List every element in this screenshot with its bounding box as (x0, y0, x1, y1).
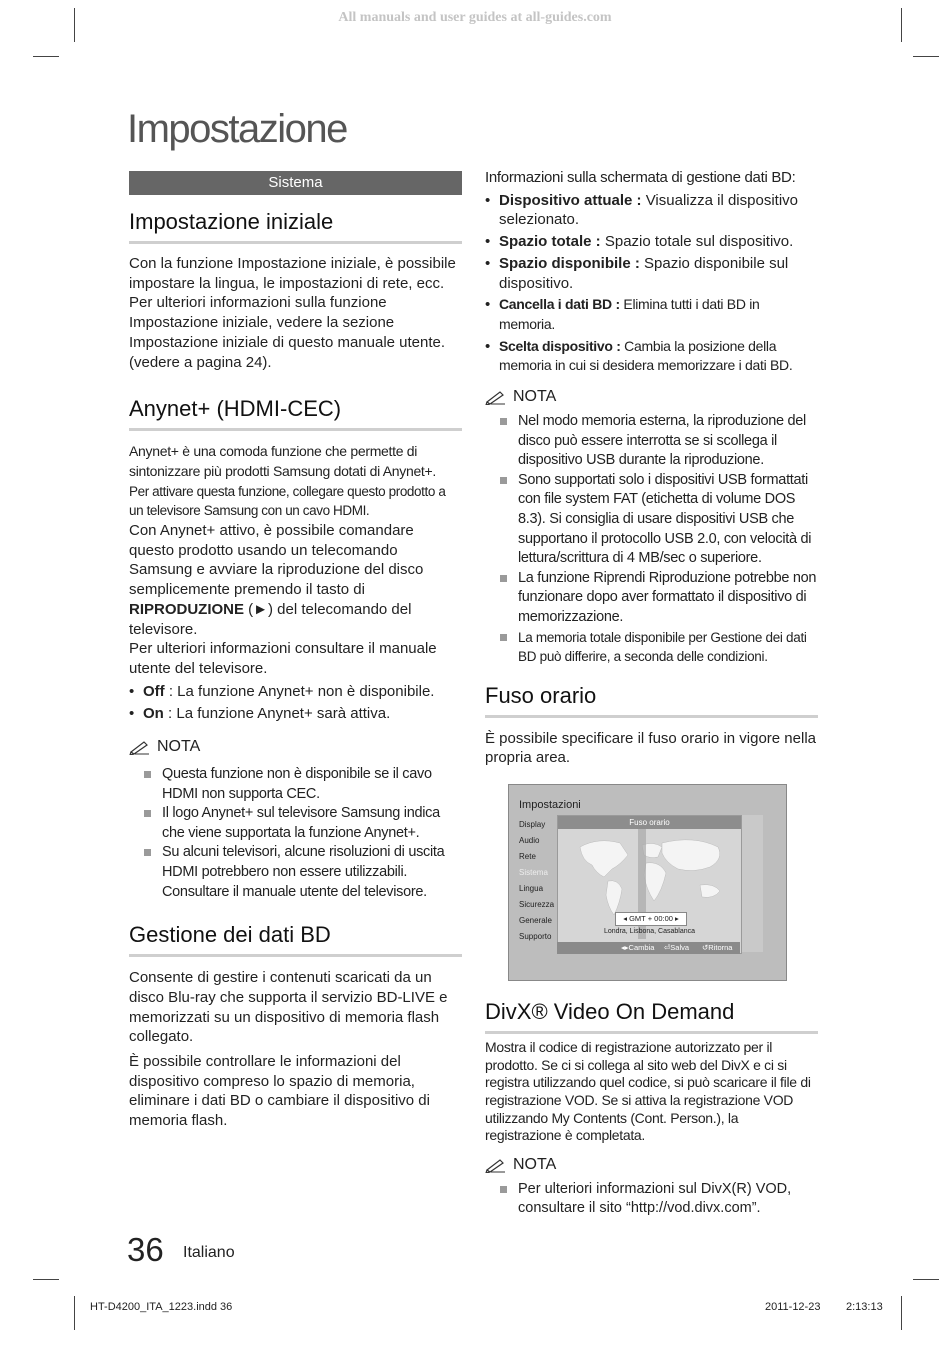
square-bullet-icon (144, 810, 151, 817)
bullet-text: Cambia la posizione della memoria in cui si desidera memorizzare i dati BD. (499, 337, 793, 374)
list-item (485, 232, 818, 252)
anynet-paragraph-1a: Anynet+ è una comoda funzione che permette di sintonizzare più prodotti Samsung dotati di Anynet+. (129, 443, 436, 479)
bullet-text: Visualizza il dispositivo selezionato. (499, 191, 798, 229)
crop-mark (901, 8, 902, 42)
menu-item-display: Display (519, 820, 546, 830)
crop-mark (913, 1279, 939, 1280)
pencil-icon (129, 739, 151, 755)
settings-screenshot (508, 784, 787, 981)
menu-item-lingua: Lingua (519, 884, 544, 894)
note-text: Su alcuni televisori, alcune risoluzioni di uscita HDMI potrebbero non essere utilizzabili. Consultare il manuale utente del televisore. (162, 844, 445, 900)
gmt-value: GMT + 00:00 (629, 914, 673, 924)
divx-notes (485, 1180, 818, 1219)
square-bullet-icon (500, 1186, 507, 1193)
section-title-divx: DivX® Video On Demand (485, 999, 818, 1034)
square-bullet-icon (144, 771, 151, 778)
square-bullet-icon (500, 575, 507, 582)
note-text: Per ulteriori informazioni sul DivX(R) VOD, consultare il sito “http://vod.divx.com”. (518, 1180, 792, 1217)
cambia-label: Cambia (628, 943, 655, 953)
list-item (129, 704, 462, 724)
menu-item-sistema: Sistema (519, 868, 548, 878)
gestione-paragraph-1: Consente di gestire i contenuti scaricati da un disco Blu-ray che supporta il servizio BD-LIVE e memorizzati su un dispositivo di memoria flash collegato. (129, 969, 448, 1046)
crop-mark (33, 56, 59, 57)
note-item (485, 628, 818, 667)
anynet-notes (129, 765, 462, 902)
bullet-text: Spazio disponibile sul dispositivo. (499, 254, 789, 292)
fuso-orario-text: È possibile specificare il fuso orario in vigore nella propria area. (485, 729, 816, 767)
anynet-paragraph-1b: Per attivare questa funzione, collegare questo prodotto a un televisore Samsung con un cavo HDMI. (129, 483, 446, 519)
crop-mark (901, 1296, 902, 1330)
page-number: 36 (127, 1231, 164, 1268)
square-bullet-icon (500, 477, 507, 484)
section-title-fuso-orario: Fuso orario (485, 683, 818, 718)
option-text: : La funzione Anynet+ non è disponibile. (164, 682, 435, 700)
bullet-term: Spazio totale : (499, 233, 601, 251)
pencil-icon (485, 389, 507, 405)
city-label: Londra, Lisbona, Casablanca (603, 928, 696, 936)
left-column (129, 171, 462, 1131)
nota-heading (129, 738, 462, 756)
list-item (129, 682, 462, 702)
ritorna-label: Ritorna (708, 943, 733, 953)
list-item (485, 337, 818, 376)
section-title-impostazione-iniziale: Impostazione iniziale (129, 209, 462, 244)
list-item (485, 295, 818, 334)
screenshot-title: Impostazioni (519, 799, 581, 812)
slug-date: 2011-12-23 (765, 1301, 821, 1313)
square-bullet-icon (144, 849, 151, 856)
menu-item-supporto: Supporto (519, 932, 552, 942)
watermark: All manuals and user guides at all-guides.com (338, 10, 612, 25)
anynet-paragraph-3: Per ulteriori informazioni consultare il manuale utente del televisore. (129, 640, 437, 677)
slug-time: 2:13:13 (846, 1301, 883, 1313)
note-text: Nel modo memoria esterna, la riproduzione del disco può essere interrotta se si scollega il dispositivo USB durante la riproduzione. (518, 413, 806, 469)
screenshot-menu (519, 820, 554, 948)
note-item (485, 1180, 818, 1219)
panel-title: Fuso orario (558, 816, 741, 829)
menu-item-rete: Rete (519, 852, 536, 862)
info-heading: Informazioni sulla schermata di gestione dati BD: (485, 169, 796, 186)
nota-heading (485, 388, 818, 406)
bullet-term: Scelta dispositivo : (499, 337, 621, 354)
anynet-paragraph-2 (129, 521, 462, 639)
page-title: Impostazione (127, 107, 347, 151)
bd-notes (485, 412, 818, 667)
bullet-text: Spazio totale sul dispositivo. (600, 233, 794, 251)
gmt-selector: ◂ GMT + 00:00 ▸ (615, 912, 687, 926)
note-item (485, 569, 818, 628)
riproduzione-label: RIPRODUZIONE (129, 600, 245, 618)
screenshot-side-bar (741, 815, 763, 952)
note-item (485, 471, 818, 569)
note-text: Il logo Anynet+ sul televisore Samsung indica che viene supportata la funzione Anynet+. (162, 805, 440, 841)
salva-label: Salva (670, 943, 690, 953)
note-item (129, 765, 462, 804)
menu-item-generale: Generale (519, 916, 552, 926)
salva-hint: ⏎ Salva (664, 943, 690, 953)
note-text: Questa funzione non è disponibile se il cavo HDMI non supporta CEC. (162, 766, 432, 802)
nota-label: NOTA (157, 738, 201, 756)
section-title-anynet: Anynet+ (HDMI-CEC) (129, 396, 462, 431)
option-term: Off (143, 682, 165, 700)
crop-mark (33, 1279, 59, 1280)
page-language: Italiano (183, 1244, 235, 1261)
note-text: Sono supportati solo i dispositivi USB formattati con file system FAT (etichetta di volume DOS 8.3). Si consiglia di usare dispositivi USB che supportano il protocollo USB 2.0, con velocità di lettura/scrittura di 4 MB/sec o superiore. (518, 471, 812, 567)
bd-info-list (485, 191, 818, 376)
note-item (129, 843, 462, 902)
note-text: La funzione Riprendi Riproduzione potrebbe non funzionare dopo aver formattato il dispositivo di memorizzazione. (518, 569, 817, 625)
square-bullet-icon (500, 418, 507, 425)
menu-item-sicurezza: Sicurezza (519, 900, 555, 910)
right-column (485, 168, 818, 1219)
anynet-p2-start: Con Anynet+ attivo, è possibile comandare questo prodotto usando un telecomando Samsung e avviare la riproduzione del disco semplicemente premendo il tasto di (129, 522, 424, 599)
pencil-icon (485, 1157, 507, 1173)
note-item (485, 412, 818, 471)
ritorna-hint: ↺ Ritorna (702, 943, 733, 953)
list-item (485, 254, 818, 293)
bullet-term: Spazio disponibile : (499, 254, 640, 272)
anynet-p2-end: (►) del telecomando del televisore. (129, 600, 412, 638)
divx-text: Mostra il codice di registrazione autorizzato per il prodotto. Se ci si collega al sito web del DivX e ci si registra utilizzando quel codice, si può scaricare il file di registrazione VOD. Se si attiva la registrazione VOD utilizzando My Contents (Cont. Person.), la registrazione è completata. (485, 1039, 811, 1144)
gestione-paragraph-2: È possibile controllare le informazioni del dispositivo compreso lo spazio di memoria, eliminare i dati BD o cambiare il dispositivo di memoria flash. (129, 1053, 430, 1130)
time-zone-panel (557, 815, 742, 954)
file-slug: HT-D4200_ITA_1223.indd 36 (90, 1301, 233, 1313)
bullet-text: Elimina tutti i dati BD in memoria. (499, 296, 760, 332)
note-text: La memoria totale disponibile per Gestione dei dati BD può differire, a seconda delle condizioni. (518, 629, 807, 665)
crop-mark (74, 8, 75, 42)
section-title-gestione-dati-bd: Gestione dei dati BD (129, 922, 462, 957)
impostazione-iniziale-text: Con la funzione Impostazione iniziale, è possibile impostare la lingua, le impostazioni di rete, ecc. Per ulteriori informazioni sulla funzione Impostazione iniziale, vedere la sezione Impostazione iniziale di questo manuale utente. (vedere a pagina 24). (129, 255, 456, 371)
option-term: On (143, 705, 164, 723)
list-item (485, 191, 818, 230)
nota-label: NOTA (513, 1155, 557, 1173)
option-text: : La funzione Anynet+ sarà attiva. (163, 705, 391, 723)
nota-heading (485, 1156, 818, 1174)
note-item (129, 804, 462, 843)
section-banner: Sistema (129, 171, 462, 195)
nota-label: NOTA (513, 388, 557, 406)
screenshot-footer (557, 942, 740, 954)
anynet-options-list (129, 682, 462, 724)
cambia-hint: ◂▸ Cambia (621, 943, 655, 953)
menu-item-audio: Audio (519, 836, 540, 846)
bullet-term: Dispositivo attuale : (499, 191, 642, 209)
square-bullet-icon (500, 634, 507, 641)
bullet-term: Cancella i dati BD : (499, 296, 620, 313)
crop-mark (913, 56, 939, 57)
crop-mark (74, 1296, 75, 1330)
